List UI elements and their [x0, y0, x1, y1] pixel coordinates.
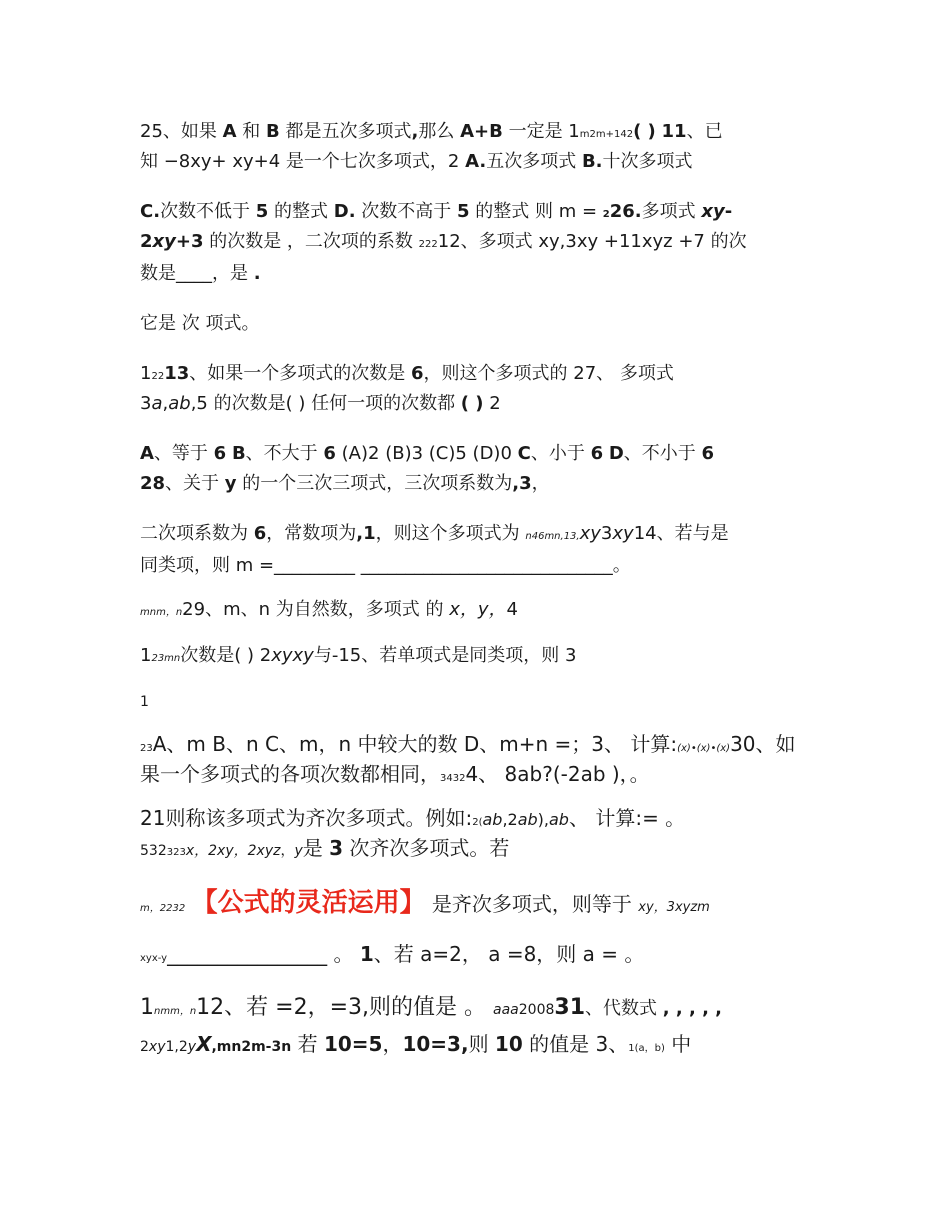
text-line: m，2232 【公式的灵活运用】 是齐次多项式，则等于 xy，3xyzm [140, 888, 710, 918]
text-line: 3a,ab,5 的次数是( ) 任何一项的次数都 ( ) 2 [140, 393, 501, 414]
text-line: 2xy1,2yX,mn2m-3n 若 10=5，10=3,则 10 的值是 3、1(a，b) 中 [140, 1032, 692, 1056]
text-line: 果一个多项式的各项次数都相同，34324、 8ab?(-2ab )，。 [140, 762, 650, 786]
text-line: 它是 次 项式。 [140, 313, 260, 334]
text-line: xyx-y________________ 。 1、若 a=2， a =8，则 a = 。 [140, 942, 645, 966]
text-line: 1 [140, 694, 149, 710]
text-line: 知 −8xy+ xy+4 是一个七次多项式，2 A.五次多项式 B.十次多项式 [140, 151, 693, 172]
text-line: A、等于 6 B、不大于 6 (A)2 (B)3 (C)5 (D)0 C、小于 6 D、不小于 6 [140, 443, 715, 464]
text-line: 1nmm，n12、若 =2，=3,则的值是 。 aaa200831、代数式 , , , , , [140, 995, 723, 1020]
section-heading: 【公式的灵活运用】 [191, 888, 426, 918]
text-line: 123mn次数是( ) 2xyxy与-15、若单项式是同类项，则 3 [140, 645, 577, 666]
text-line: 23A、m B、n C、m，n 中较大的数 D、m+n =；3、 计算:(x)•(x)•(x)30、如 [140, 732, 796, 756]
text-line: 28、关于 y 的一个三次三项式，三次项系数为,3， [140, 473, 550, 494]
text-line: 21则称该多项式为齐次多项式。例如:2(ab,2ab),ab、 计算:= 。 [140, 806, 686, 830]
text-line: 25、如果 A 和 B 都是五次多项式,那么 A+B 一定是 1m2m+142( ) 11、已 [140, 121, 723, 142]
text-line: 532323x，2xy，2xyz，y是 3 次齐次多项式。若 [140, 836, 510, 860]
text-line: 2xy+3 的次数是 ，二次项的系数 22212、多项式 xy,3xy +11xyz +7 的次 [140, 231, 747, 252]
text-line: 数是____，是 . [140, 263, 261, 284]
text-line: 同类项，则 m =_________ ____________________________。 [140, 555, 631, 576]
text-line: 二次项系数为 6，常数项为,1，则这个多项式为 n46mn,13,xy3xy14、若与是 [140, 523, 729, 544]
text-line: 12213、如果一个多项式的次数是 6，则这个多项式的 27、 多项式 [140, 363, 674, 384]
text-line: mnm，n29、m、n 为自然数，多项式 的 x，y，4 [140, 599, 518, 620]
text-line: C.次数不低于 5 的整式 D. 次数不高于 5 的整式 则 m = 226.多项式 xy- [140, 201, 733, 222]
